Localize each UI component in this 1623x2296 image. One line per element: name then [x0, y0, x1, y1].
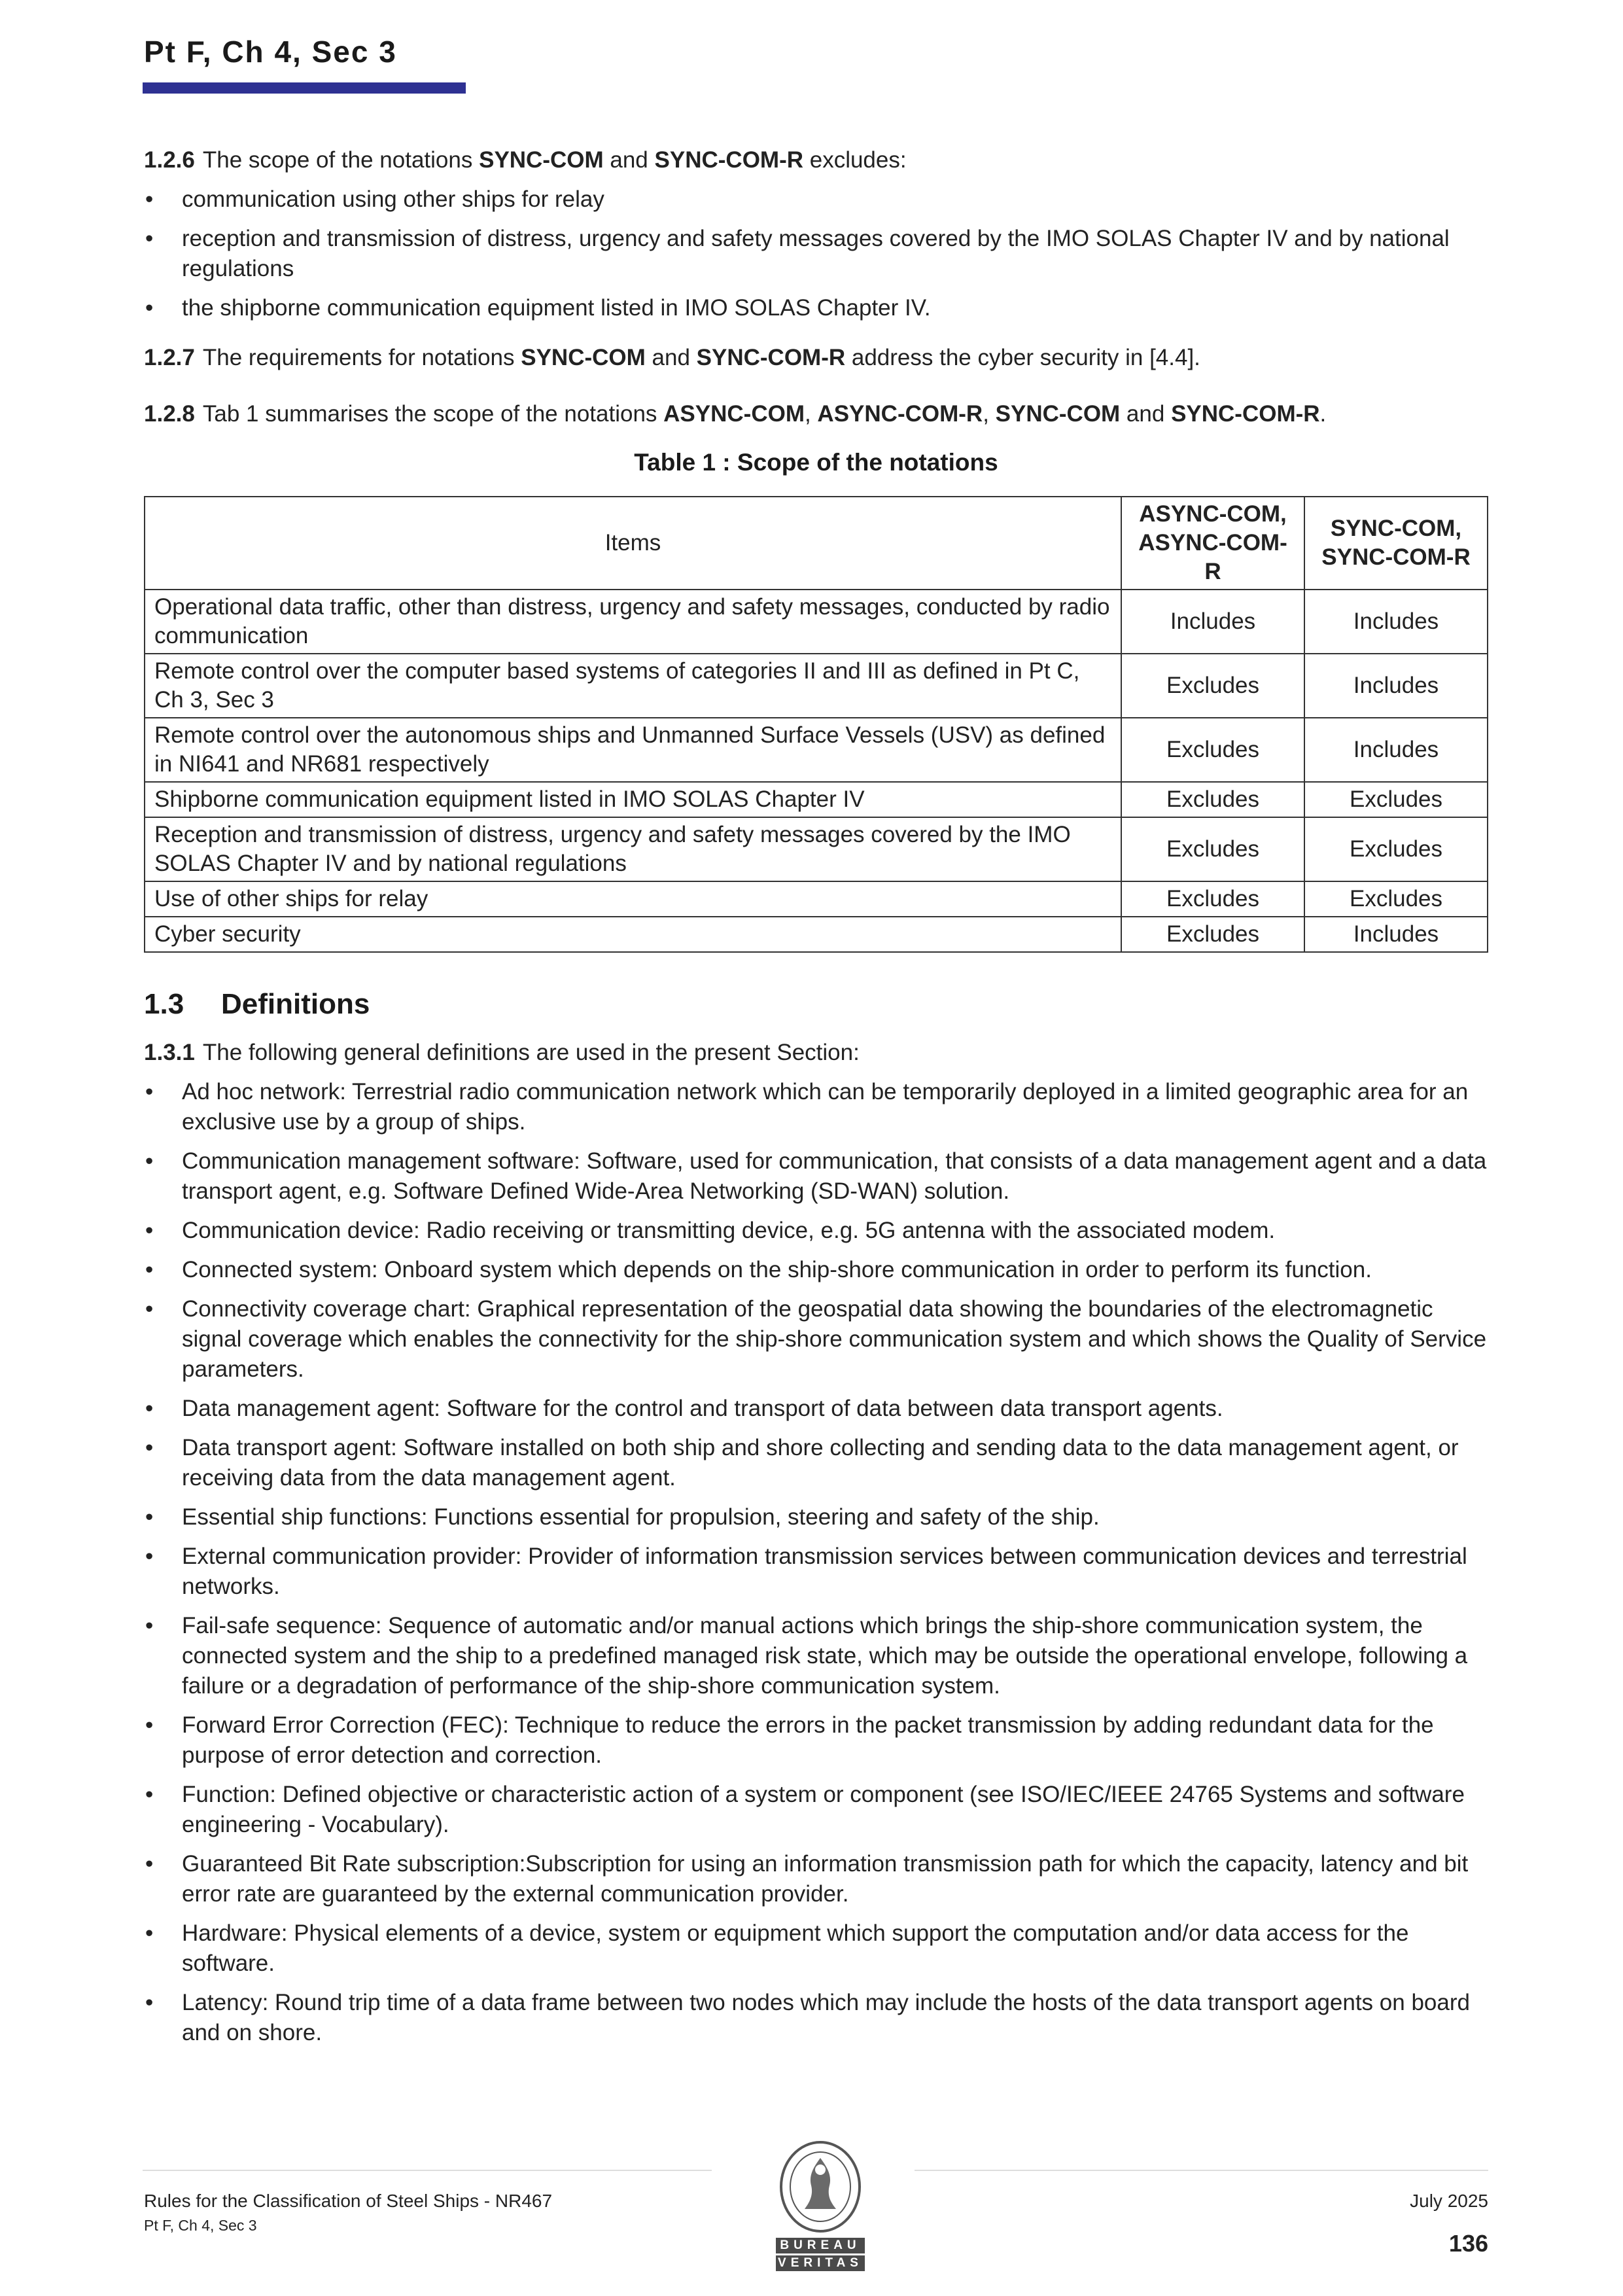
table-header-row [145, 497, 1488, 590]
list-item: • the shipborne communication equipment listed in IMO SOLAS Chapter IV. [144, 293, 1488, 323]
paragraph-number: 1.2.6 [144, 147, 195, 173]
footer-rules-title: Rules for the Classification of Steel Ships - NR467 [144, 2191, 553, 2211]
row-item: Use of other ships for relay [145, 881, 1121, 917]
definition-item: • Hardware: Physical elements of a device, system or equipment which support the computation and/or data access for the software. [144, 1918, 1488, 1979]
text-run: , [983, 401, 996, 427]
text-run: and [645, 345, 697, 370]
text-run: . [1319, 401, 1327, 427]
row-item: Operational data traffic, other than distress, urgency and safety messages, conducted by radio communication [145, 590, 1121, 654]
definition-item: • Connected system: Onboard system which depends on the ship-shore communication in order to perform its function. [144, 1255, 1488, 1285]
logo-word-veritas: VERITAS [776, 2255, 865, 2271]
footer-divider-right [915, 2170, 1488, 2171]
list-item: • communication using other ships for relay [144, 185, 1488, 215]
text-run: , [804, 401, 818, 427]
definition-item: • Data transport agent: Software installed on both ship and shore collecting and sending data to the data management agent, or receiving data from the data management agent. [144, 1433, 1488, 1493]
paragraph-number: 1.3.1 [144, 1040, 195, 1065]
text-run: and [1120, 401, 1172, 427]
paragraph-1-2-6 [144, 145, 1488, 175]
section-number: 1.3 [144, 988, 184, 1020]
notation-sync-com: SYNC-COM [995, 401, 1121, 427]
table-row [145, 654, 1488, 718]
row-async-value: Excludes [1121, 718, 1304, 782]
footer-date: July 2025 [1410, 2191, 1488, 2211]
text-run: and [603, 147, 655, 173]
row-item: Remote control over the computer based systems of categories II and III as defined in Pt C, Ch 3, Sec 3 [145, 654, 1121, 718]
row-item: Cyber security [145, 917, 1121, 952]
definition-item: • Connectivity coverage chart: Graphical representation of the geospatial data showing the boundaries of the electromagnetic signal coverage which enables the connectivity for the ship-shore communication system and which shows the Quality of Service parameters. [144, 1294, 1488, 1385]
notation-sync-com-r: SYNC-COM-R [696, 345, 846, 370]
text-run: The requirements for notations [202, 345, 521, 370]
notation-sync-com-r: SYNC-COM-R [654, 147, 803, 173]
list-item: • reception and transmission of distress, urgency and safety messages covered by the IMO SOLAS Chapter IV and by national regulations [144, 224, 1488, 284]
text-run: The following general definitions are used in the present Section: [202, 1040, 860, 1065]
text-run: Tab 1 summarises the scope of the notations [202, 401, 664, 427]
row-async-value: Excludes [1121, 917, 1304, 952]
table-row [145, 782, 1488, 817]
row-sync-value: Excludes [1304, 881, 1488, 917]
row-sync-value: Includes [1304, 590, 1488, 654]
paragraph-1-2-8 [144, 399, 1488, 429]
table-row [145, 881, 1488, 917]
header-sync-line2: SYNC-COM-R [1321, 544, 1471, 570]
notation-async-com: ASYNC-COM [663, 401, 805, 427]
paragraph-1-2-7 [144, 343, 1488, 373]
footer-section-ref: Pt F, Ch 4, Sec 3 [144, 2217, 257, 2234]
definition-item: • Function: Defined objective or characteristic action of a system or component (see ISO/IEC/IEEE 24765 Systems and software engineering - Vocabulary). [144, 1780, 1488, 1840]
header-async-line1: ASYNC-COM, [1139, 501, 1287, 527]
row-async-value: Excludes [1121, 782, 1304, 817]
row-async-value: Excludes [1121, 817, 1304, 881]
notation-sync-com-r: SYNC-COM-R [1171, 401, 1320, 427]
exclusions-list [144, 185, 1488, 323]
header-async [1121, 497, 1304, 590]
definition-item: • External communication provider: Provider of information transmission services between communication devices and terrestrial networks. [144, 1542, 1488, 1602]
row-item: Remote control over the autonomous ships and Unmanned Surface Vessels (USV) as defined in NI641 and NR681 respectively [145, 718, 1121, 782]
header-sync [1304, 497, 1488, 590]
definition-item: • Latency: Round trip time of a data frame between two nodes which may include the hosts of the data transport agents on board and on shore. [144, 1988, 1488, 2048]
row-sync-value: Excludes [1304, 782, 1488, 817]
text-run: The scope of the notations [202, 147, 480, 173]
row-async-value: Excludes [1121, 881, 1304, 917]
header-sync-line1: SYNC-COM, [1330, 516, 1462, 541]
header-accent-bar [143, 82, 466, 94]
table-caption: Table 1 : Scope of the notations [634, 449, 998, 476]
row-sync-value: Includes [1304, 718, 1488, 782]
definition-item: • Ad hoc network: Terrestrial radio communication network which can be temporarily deployed in a limited geographic area for an exclusive use by a group of ships. [144, 1077, 1488, 1137]
table-row [145, 917, 1488, 952]
paragraph-number: 1.2.7 [144, 345, 195, 370]
definition-item: • Guaranteed Bit Rate subscription:Subscription for using an information transmission path for which the capacity, latency and bit error rate are guaranteed by the external communication provider. [144, 1849, 1488, 1909]
page-number: 136 [1448, 2230, 1488, 2257]
logo-word-bureau: BUREAU [776, 2238, 865, 2253]
footer-divider-left [143, 2170, 712, 2171]
notation-sync-com: SYNC-COM [479, 147, 604, 173]
section-heading-definitions [144, 989, 1488, 1019]
row-sync-value: Includes [1304, 654, 1488, 718]
definition-item: • Essential ship functions: Functions essential for propulsion, steering and safety of the ship. [144, 1502, 1488, 1532]
definition-item: • Communication management software: Software, used for communication, that consists of a data management agent and a data transport agent, e.g. Software Defined Wide-Area Networking (SD-WAN) solution. [144, 1146, 1488, 1207]
definitions-list [144, 1077, 1488, 2048]
header-items: Items [145, 497, 1121, 590]
paragraph-1-3-1 [144, 1038, 1488, 1068]
definition-item: • Forward Error Correction (FEC): Technique to reduce the errors in the packet transmission by adding redundant data for the purpose of error detection and correction. [144, 1710, 1488, 1771]
text-run: address the cyber security in [4.4]. [845, 345, 1200, 370]
section-title: Definitions [221, 988, 370, 1020]
row-sync-value: Includes [1304, 917, 1488, 952]
running-header-title: Pt F, Ch 4, Sec 3 [144, 35, 397, 69]
text-run: excludes: [803, 147, 907, 173]
paragraph-number: 1.2.8 [144, 401, 195, 427]
header-async-line2: ASYNC-COM-R [1138, 530, 1287, 584]
page-content [144, 145, 1488, 2048]
row-async-value: Excludes [1121, 654, 1304, 718]
row-sync-value: Excludes [1304, 817, 1488, 881]
table-row [145, 817, 1488, 881]
row-item: Reception and transmission of distress, urgency and safety messages covered by the IMO SOLAS Chapter IV and by national regulations [145, 817, 1121, 881]
row-async-value: Includes [1121, 590, 1304, 654]
notation-async-com-r: ASYNC-COM-R [817, 401, 983, 427]
logo-seal [781, 2142, 860, 2231]
definition-item: • Data management agent: Software for the control and transport of data between data transport agents. [144, 1394, 1488, 1424]
definition-item: • Communication device: Radio receiving or transmitting device, e.g. 5G antenna with the associated modem. [144, 1216, 1488, 1246]
row-item: Shipborne communication equipment listed in IMO SOLAS Chapter IV [145, 782, 1121, 817]
scope-table [144, 496, 1488, 953]
table-row [145, 590, 1488, 654]
table-row [145, 718, 1488, 782]
notation-sync-com: SYNC-COM [521, 345, 646, 370]
definition-item: • Fail-safe sequence: Sequence of automatic and/or manual actions which brings the ship-shore communication system, the connected system and the ship to a predefined managed risk state, which may be outside the operational envelope, following a failure or a degradation of performance of the ship-shore communication system. [144, 1611, 1488, 1701]
